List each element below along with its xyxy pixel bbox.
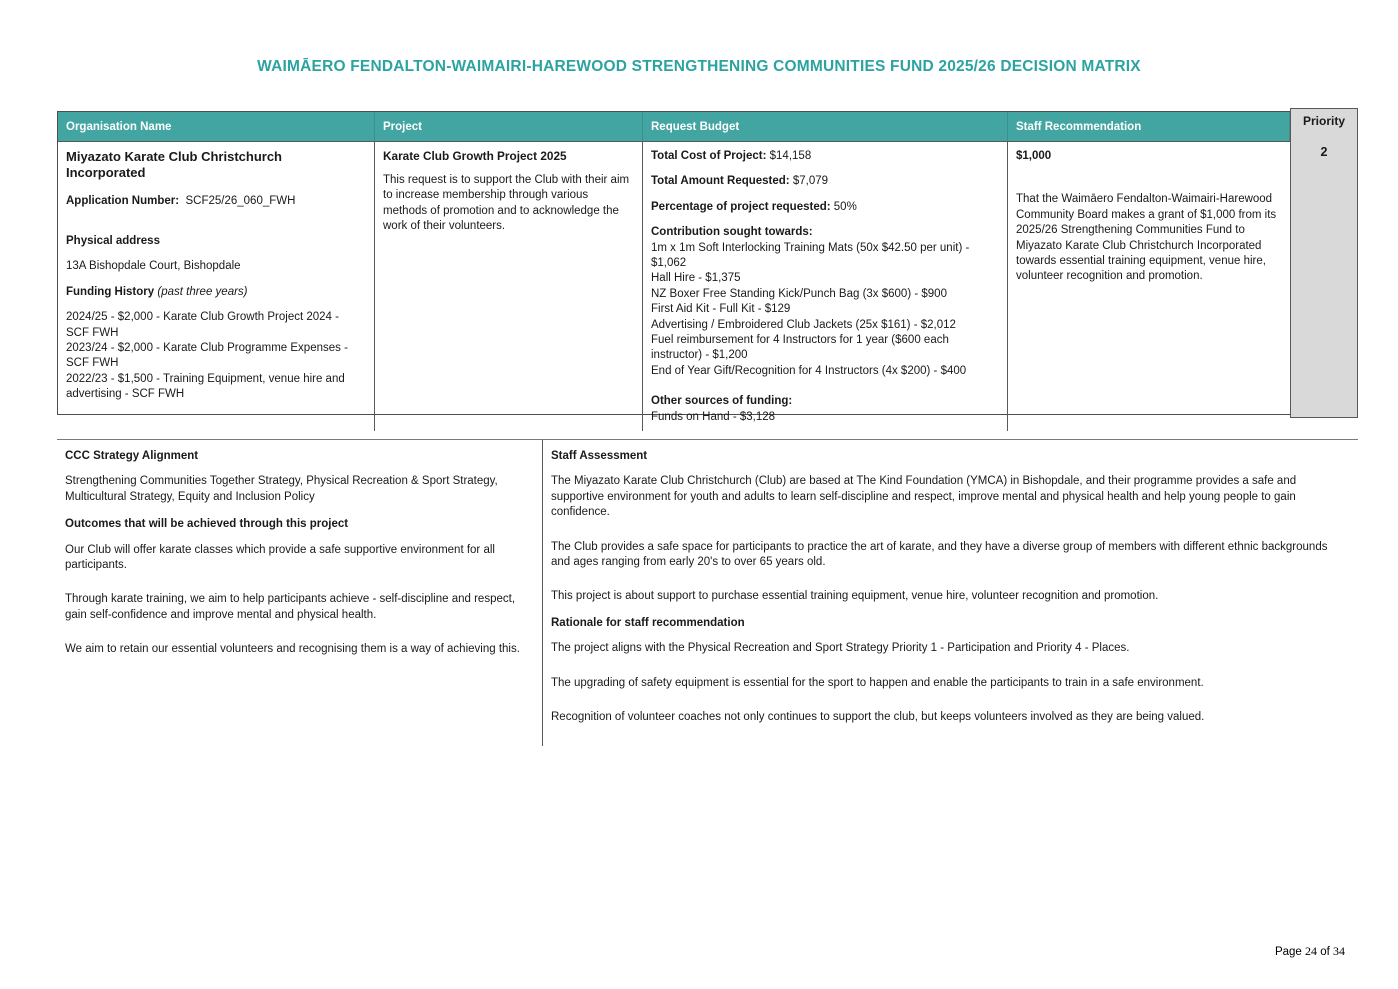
physical-address-label: Physical address bbox=[66, 234, 160, 247]
rationale-paragraph: The upgrading of safety equipment is essential for the sport to happen and enable the participants to train in a safe environment. bbox=[551, 676, 1204, 689]
of-word: of bbox=[1320, 946, 1330, 958]
organisation-cell bbox=[58, 141, 375, 431]
funding-history-label: Funding History bbox=[66, 285, 155, 298]
contribution-item: First Aid Kit - Full Kit - $129 bbox=[651, 303, 791, 316]
outcome-paragraph: Our Club will offer karate classes which provide a safe supportive environment for all participants. bbox=[65, 543, 495, 572]
staff-assessment-cell bbox=[542, 440, 1358, 746]
funding-history-item: 2023/24 - $2,000 - Karate Club Programme Expenses - SCF FWH bbox=[66, 341, 348, 370]
funding-history-heading bbox=[66, 285, 365, 300]
total-requested-line bbox=[651, 174, 998, 189]
strategy-alignment-text: Strengthening Communities Together Strategy, Physical Recreation & Sport Strategy, Multicultural Strategy, Equity and Inclusion Policy bbox=[65, 475, 498, 503]
strategy-alignment-cell bbox=[57, 440, 542, 746]
project-cell bbox=[375, 141, 643, 431]
staff-recommendation-text: That the Waimāero Fendalton-Waimairi-Harewood Community Board makes a grant of $1,000 from its 2025/26 Strengthening Communities Fund to Miyazato Karate Club Christchurch Incorporated towards essential training equipment, venue hire, volunteer recognition and promotion. bbox=[1016, 193, 1277, 283]
other-sources-item: Funds on Hand - $3,128 bbox=[651, 410, 776, 423]
contribution-item: Advertising / Embroidered Club Jackets (25x $161) - $2,012 bbox=[651, 318, 956, 331]
rationale-paragraph: The project aligns with the Physical Recreation and Sport Strategy Priority 1 - Participation and Priority 4 - Places. bbox=[551, 642, 1130, 655]
contribution-item: Fuel reimbursement for 4 Instructors for 1 year ($600 each instructor) - $1,200 bbox=[651, 334, 949, 362]
assessment-paragraph: The Club provides a safe space for participants to practice the art of karate, and they have a diverse group of members with different ethnic backgrounds and ages ranging from early 20's to over 65 years old. bbox=[551, 540, 1328, 569]
assessment-paragraph: This project is about support to purchase essential training equipment, venue hire, volunteer recognition and promotion. bbox=[551, 590, 1159, 603]
total-cost-value: $14,158 bbox=[769, 150, 812, 162]
recommended-amount: $1,000 bbox=[1016, 150, 1052, 162]
percentage-label: Percentage of project requested: bbox=[651, 200, 831, 213]
budget-cell bbox=[643, 141, 1008, 431]
contribution-item: NZ Boxer Free Standing Kick/Punch Bag (3x $600) - $900 bbox=[651, 287, 947, 300]
contribution-item: End of Year Gift/Recognition for 4 Instructors (4x $200) - $400 bbox=[651, 364, 967, 377]
decision-matrix-table bbox=[57, 111, 1291, 423]
page-total: 34 bbox=[1333, 944, 1345, 958]
staff-recommendation-cell bbox=[1008, 141, 1290, 431]
total-cost-label: Total Cost of Project: bbox=[651, 150, 767, 162]
assessment-section bbox=[57, 439, 1358, 746]
rationale-heading: Rationale for staff recommendation bbox=[551, 616, 745, 629]
funding-history-note: (past three years) bbox=[157, 285, 248, 298]
page-number: 24 bbox=[1305, 944, 1317, 958]
project-title: Karate Club Growth Project 2025 bbox=[383, 149, 567, 163]
page-word: Page bbox=[1274, 946, 1302, 958]
total-requested-value: $7,079 bbox=[792, 175, 829, 188]
column-header-budget: Request Budget bbox=[643, 112, 1008, 141]
contribution-label: Contribution sought towards: bbox=[651, 226, 813, 239]
funding-history-item: 2022/23 - $1,500 - Training Equipment, venue hire and advertising - SCF FWH bbox=[66, 372, 345, 401]
outcome-paragraph: Through karate training, we aim to help participants achieve - self-discipline and respect, gain self-confidence and improve mental and physical health. bbox=[65, 593, 516, 621]
funding-history-list bbox=[66, 310, 365, 402]
page-title: WAIMĀERO FENDALTON-WAIMAIRI-HAREWOOD STRENGTHENING COMMUNITIES FUND 2025/26 DECISION MATRIX bbox=[257, 58, 1141, 75]
priority-column bbox=[1290, 108, 1358, 418]
outcome-paragraph: We aim to retain our essential volunteers and recognising them is a way of achieving this. bbox=[65, 643, 520, 656]
application-number-label: Application Number: bbox=[66, 194, 180, 207]
total-requested-label: Total Amount Requested: bbox=[651, 175, 790, 188]
organisation-name: Miyazato Karate Club Christchurch Incorporated bbox=[66, 149, 282, 181]
assessment-paragraph: The Miyazato Karate Club Christchurch (Club) are based at The Kind Foundation (YMCA) in Bishopdale, and their programme provides a safe and supportive environment for youth and adults to learn self-discipline and respect, improve mental and physical health and help young people to gain confidence. bbox=[551, 475, 1297, 519]
application-number-value: SCF25/26_060_FWH bbox=[185, 194, 296, 207]
column-header-priority: Priority bbox=[1302, 114, 1345, 128]
staff-assessment-heading: Staff Assessment bbox=[551, 450, 648, 462]
strategy-heading: CCC Strategy Alignment bbox=[65, 450, 199, 462]
rationale-paragraph: Recognition of volunteer coaches not only continues to support the club, but keeps volunteers involved as they are being valued. bbox=[551, 711, 1205, 724]
outcomes-heading: Outcomes that will be achieved through this project bbox=[65, 518, 349, 531]
column-header-staff-recommendation: Staff Recommendation bbox=[1008, 112, 1290, 141]
other-sources-label: Other sources of funding: bbox=[651, 395, 793, 408]
contribution-item: Hall Hire - $1,375 bbox=[651, 272, 741, 285]
percentage-value: 50% bbox=[833, 200, 857, 213]
funding-history-item: 2024/25 - $2,000 - Karate Club Growth Project 2024 - SCF FWH bbox=[66, 311, 339, 339]
column-header-project: Project bbox=[375, 112, 643, 141]
column-header-organisation: Organisation Name bbox=[58, 112, 375, 141]
contribution-list bbox=[651, 241, 998, 380]
contribution-item: 1m x 1m Soft Interlocking Training Mats (50x $42.50 per unit) - $1,062 bbox=[651, 241, 970, 270]
total-cost-line bbox=[651, 149, 998, 164]
project-description: This request is to support the Club with their aim to increase membership through various methods of promotion and to acknowledge the work of their volunteers. bbox=[383, 173, 630, 233]
physical-address-value: 13A Bishopdale Court, Bishopdale bbox=[66, 260, 241, 273]
priority-value: 2 bbox=[1320, 145, 1328, 159]
percentage-line bbox=[651, 200, 998, 215]
page-footer bbox=[1275, 944, 1345, 959]
application-number bbox=[66, 194, 365, 209]
